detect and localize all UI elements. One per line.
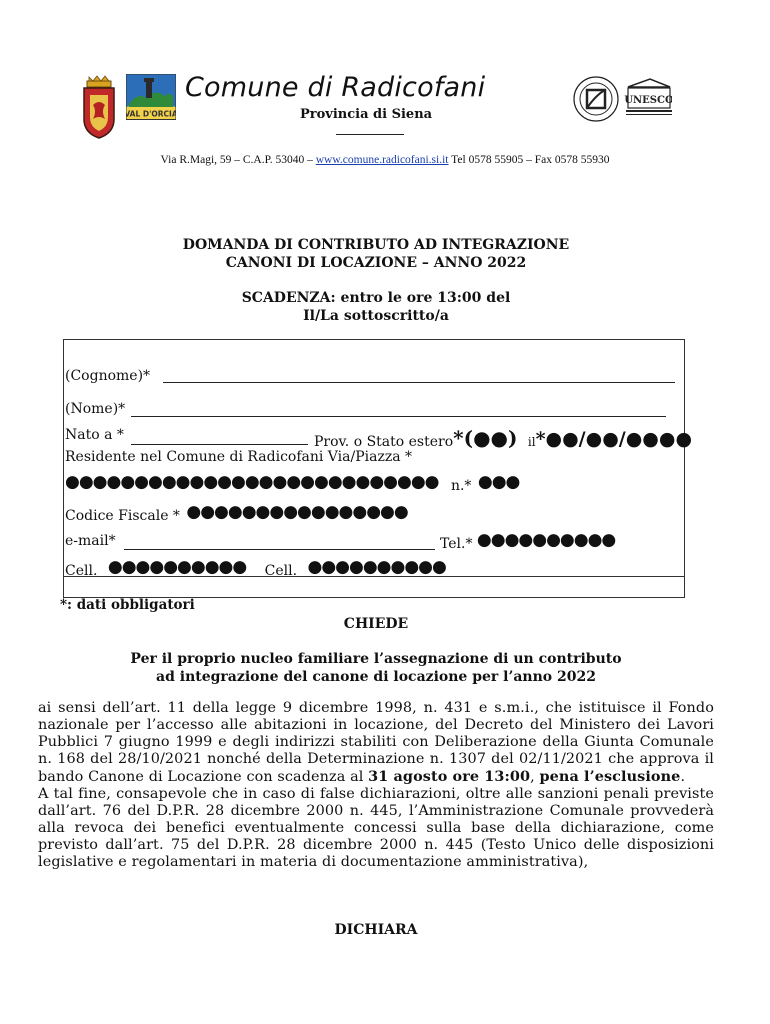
chiede-heading: CHIEDE	[343, 616, 409, 632]
document-title	[0, 236, 752, 272]
required-fields-note: *: dati obbligatori	[60, 597, 195, 613]
unesco-world-heritage-logo	[570, 73, 672, 125]
nato-field[interactable]	[131, 444, 308, 445]
cell-2-value: ●●●●●●●●●●	[307, 557, 446, 577]
codice-fiscale-label: Codice Fiscale *	[65, 508, 180, 524]
codice-fiscale-row	[65, 502, 408, 525]
tel-label: Tel.*	[440, 536, 473, 552]
civic-number-value: ●●●	[477, 472, 520, 492]
nato-row	[65, 427, 124, 443]
declaration-paragraph: A tal fine, consapevole che in caso di false dichiarazioni, oltre alle sanzioni penali previste dall’art. 76 del D.P.R. 28 dicembre 2000 n. 445, l’Amministrazione Comunale provvederà alla revoca dei benefici eventualmente concessi sulla base della dichiarazione, come previsto dall’art. 75 del D.P.R. 28 dicembre 2000 n. 445 (Testo Unico delle disposizioni legislative e regolamentari in materia di documentazione amministrativa),	[38, 786, 714, 870]
contact-phone-fax: Tel 0578 55905 – Fax 0578 55930	[448, 154, 610, 166]
cell-2-label: Cell.	[264, 563, 298, 579]
tel-row	[440, 530, 616, 553]
request-line-2: ad integrazione del canone di locazione per l’anno 2022	[156, 669, 596, 685]
deadline-text: SCADENZA: entro le ore 13:00 del	[241, 290, 511, 306]
deadline-block	[0, 289, 752, 325]
comune-name-heading: Comune di Radicofani	[185, 72, 486, 103]
cell-row	[65, 557, 446, 580]
nato-label: Nato a *	[65, 427, 124, 443]
radicofani-coat-of-arms-logo	[81, 75, 117, 139]
legal-basis-end: .	[680, 769, 686, 785]
provincia-label: Provincia di Siena	[300, 107, 433, 122]
cognome-row	[65, 368, 150, 384]
prov-row	[314, 427, 692, 451]
cognome-label: (Cognome)*	[65, 368, 151, 384]
dichiara-heading: DICHIARA	[334, 922, 418, 938]
exclusion-warning-bold: pena l’esclusione	[539, 768, 681, 785]
val-dorcia-logo-text: VAL D'ORCIA	[126, 109, 176, 119]
cell-1-value: ●●●●●●●●●●	[107, 557, 247, 577]
nome-row	[65, 401, 125, 417]
via-value: ●●●●●●●●●●●●●●●●●●●●●●●●●●●	[65, 472, 439, 492]
val-dorcia-logo	[126, 74, 176, 120]
il-value: *●●/●●/●●●●	[535, 428, 693, 450]
header-divider	[336, 134, 404, 135]
prov-label: Prov. o Stato estero	[314, 434, 454, 450]
nome-label: (Nome)*	[65, 401, 126, 417]
cognome-field[interactable]	[163, 382, 675, 383]
legal-basis-text: ai sensi dell’art. 11 della legge 9 dicembre 1998, n. 431 e s.m.i., che istituisce il Fondo nazionale per l’accesso alle abitazioni in locazione, del Decreto del Ministero dei Lavori Pubblici 7 giugno 1999 e degli indirizzi stabiliti con Deliberazione della Giunta Comunale n. 168 del 28/10/2021 nonché della Determinazione n. 1307 del 02/11/2021 che approva il bando Canone di Locazione con scadenza al	[38, 700, 714, 785]
title-line-1: DOMANDA DI CONTRIBUTO AD INTEGRAZIONE	[182, 237, 570, 253]
body-paragraphs	[38, 700, 714, 871]
deadline-date-bold: 31 agosto ore 13:00	[368, 768, 531, 785]
address-line	[0, 154, 770, 166]
residente-row	[65, 449, 412, 465]
unesco-logo-text: UNESCO	[624, 95, 672, 106]
civic-number-label: n.*	[450, 478, 472, 494]
website-link[interactable]: www.comune.radicofani.si.it	[315, 154, 449, 166]
legal-basis-separator: ,	[530, 769, 540, 785]
residente-label: Residente nel Comune di Radicofani Via/Piazza *	[65, 449, 413, 465]
request-statement	[0, 650, 752, 686]
email-label: e-mail*	[65, 533, 116, 549]
email-field[interactable]	[124, 549, 435, 550]
nome-field[interactable]	[131, 416, 666, 417]
codice-fiscale-value: ●●●●●●●●●●●●●●●●	[186, 502, 408, 522]
title-line-2: CANONI DI LOCAZIONE – ANNO 2022	[225, 255, 527, 271]
prov-value: *(●●)	[453, 426, 518, 450]
tel-value: ●●●●●●●●●●	[476, 530, 616, 550]
legal-basis-paragraph	[38, 700, 714, 786]
cell-1-label: Cell.	[65, 563, 98, 579]
request-line-1: Per il proprio nucleo familiare l’assegnazione di un contributo	[130, 651, 622, 667]
il-label: il	[527, 435, 536, 449]
via-row	[65, 472, 520, 495]
email-row	[65, 533, 116, 549]
address-text: Via R.Magi, 59 – C.A.P. 53040 –	[160, 154, 316, 166]
signatory-text: Il/La sottoscritto/a	[303, 308, 449, 324]
